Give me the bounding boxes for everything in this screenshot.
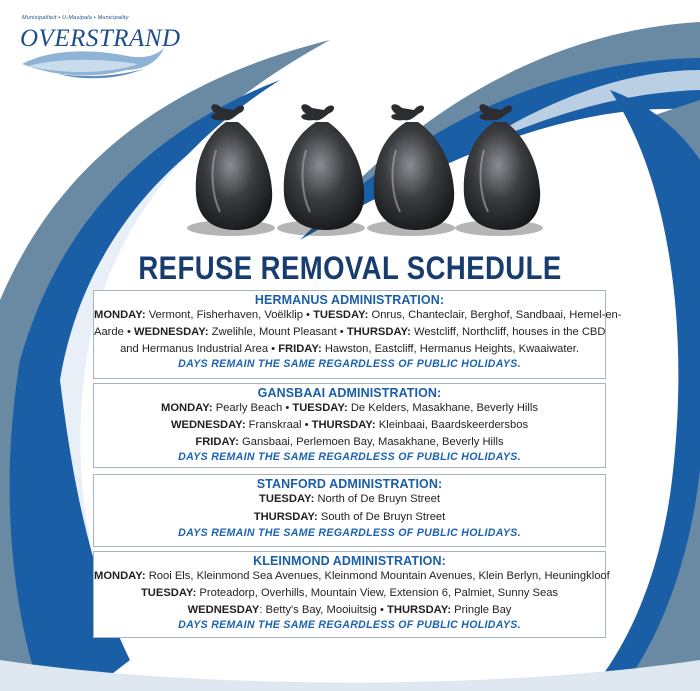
schedule-line [94,324,605,341]
area-list: Westcliff, Northcliff, houses in the CBD [410,326,606,338]
area-list: : Betty's Bay, Mooiuitsig • [259,604,388,616]
day-label: TUESDAY: [140,587,197,599]
day-label: TUESDAY: [313,309,369,321]
day-label: TUESDAY: [292,402,348,414]
garbage-bag-icon [277,104,365,236]
schedule-line [94,509,605,526]
area-list: South of De Bruyn Street [317,511,446,523]
day-label: THURSDAY: [346,326,411,338]
gansbaai-section [93,383,606,468]
holiday-note: DAYS REMAIN THE SAME REGARDLESS OF PUBLIC HOLIDAYS. [178,358,521,370]
area-list: Franskraal • [245,419,312,431]
section-heading: GANSBAAI ADMINISTRATION: [257,386,442,400]
logo-tagline: Munisipaliteit • U-Masipala • Municipality [22,15,129,21]
area-list: North of De Bruyn Street [314,493,440,505]
area-list: Pearly Beach • [212,402,293,414]
area-list: Rooi Els, Kleinmond Sea Avenues, Kleinmond Mountain Avenues, Klein Berlyn, Heuningkloof [145,570,610,582]
schedule-line [94,585,605,602]
area-list: Onrus, Chanteclair, Berghof, Sandbaai, Hemel-en- [368,309,622,321]
holiday-note: DAYS REMAIN THE SAME REGARDLESS OF PUBLIC HOLIDAYS. [178,619,521,631]
area-list: Vermont, Fisherhaven, Voëlklip • [145,309,314,321]
hermanus-section [93,290,622,379]
day-label: MONDAY: [94,309,146,321]
area-list: Gansbaai, Perlemoen Bay, Masakhane, Beverly Hills [238,436,504,448]
day-label: FRIDAY: [195,436,239,448]
day-label: TUESDAY: [259,493,315,505]
area-list: Proteadorp, Overhills, Mountain View, Extension 6, Palmiet, Sunny Seas [196,587,559,599]
area-list: Hawston, Eastcliff, Hermanus Heights, Kwaaiwater. [321,343,579,355]
overstrand-logo [18,12,181,82]
section-heading: HERMANUS ADMINISTRATION: [254,293,445,307]
holiday-note: DAYS REMAIN THE SAME REGARDLESS OF PUBLIC HOLIDAYS. [178,451,521,463]
logo-wordmark: OVERSTRAND [20,25,181,52]
schedule-line [94,341,605,358]
schedule-line [94,400,605,417]
day-label: MONDAY: [161,402,213,414]
day-label: MONDAY: [94,570,146,582]
schedule-line [94,417,605,434]
kleinmond-section [93,551,610,638]
schedule-line [94,602,605,619]
holiday-note: DAYS REMAIN THE SAME REGARDLESS OF PUBLIC HOLIDAYS. [178,527,521,539]
day-label: THURSDAY: [387,604,452,616]
day-label: WEDNESDAY: [134,326,209,338]
day-label: THURSDAY: [253,511,318,523]
area-list: Zwelihle, Mount Pleasant • [208,326,347,338]
day-label: FRIDAY: [278,343,322,355]
schedule-line [94,491,605,508]
schedule-line [94,568,610,585]
section-heading: STANFORD ADMINISTRATION: [256,477,443,491]
schedule-line [94,434,605,451]
area-list: De Kelders, Masakhane, Beverly Hills [347,402,538,414]
schedule-line [94,307,622,324]
day-label: WEDNESDAY: [170,419,246,431]
day-label: THURSDAY: [311,419,376,431]
garbage-bag-icon [455,104,543,236]
garbage-bags-image [186,100,546,240]
area-list: Kleinbaai, Baardskeerdersbos [375,419,529,431]
garbage-bag-icon [367,104,455,236]
area-list: and Hermanus Industrial Area • [120,343,279,355]
page-title: REFUSE REMOVAL SCHEDULE [138,250,562,286]
area-list: Pringle Bay [451,604,512,616]
garbage-bag-icon [187,104,275,236]
day-label: WEDNESDAY [187,604,260,616]
area-list: Aarde • [94,326,134,338]
section-heading: KLEINMOND ADMINISTRATION: [253,554,446,568]
stanford-section [93,474,606,547]
